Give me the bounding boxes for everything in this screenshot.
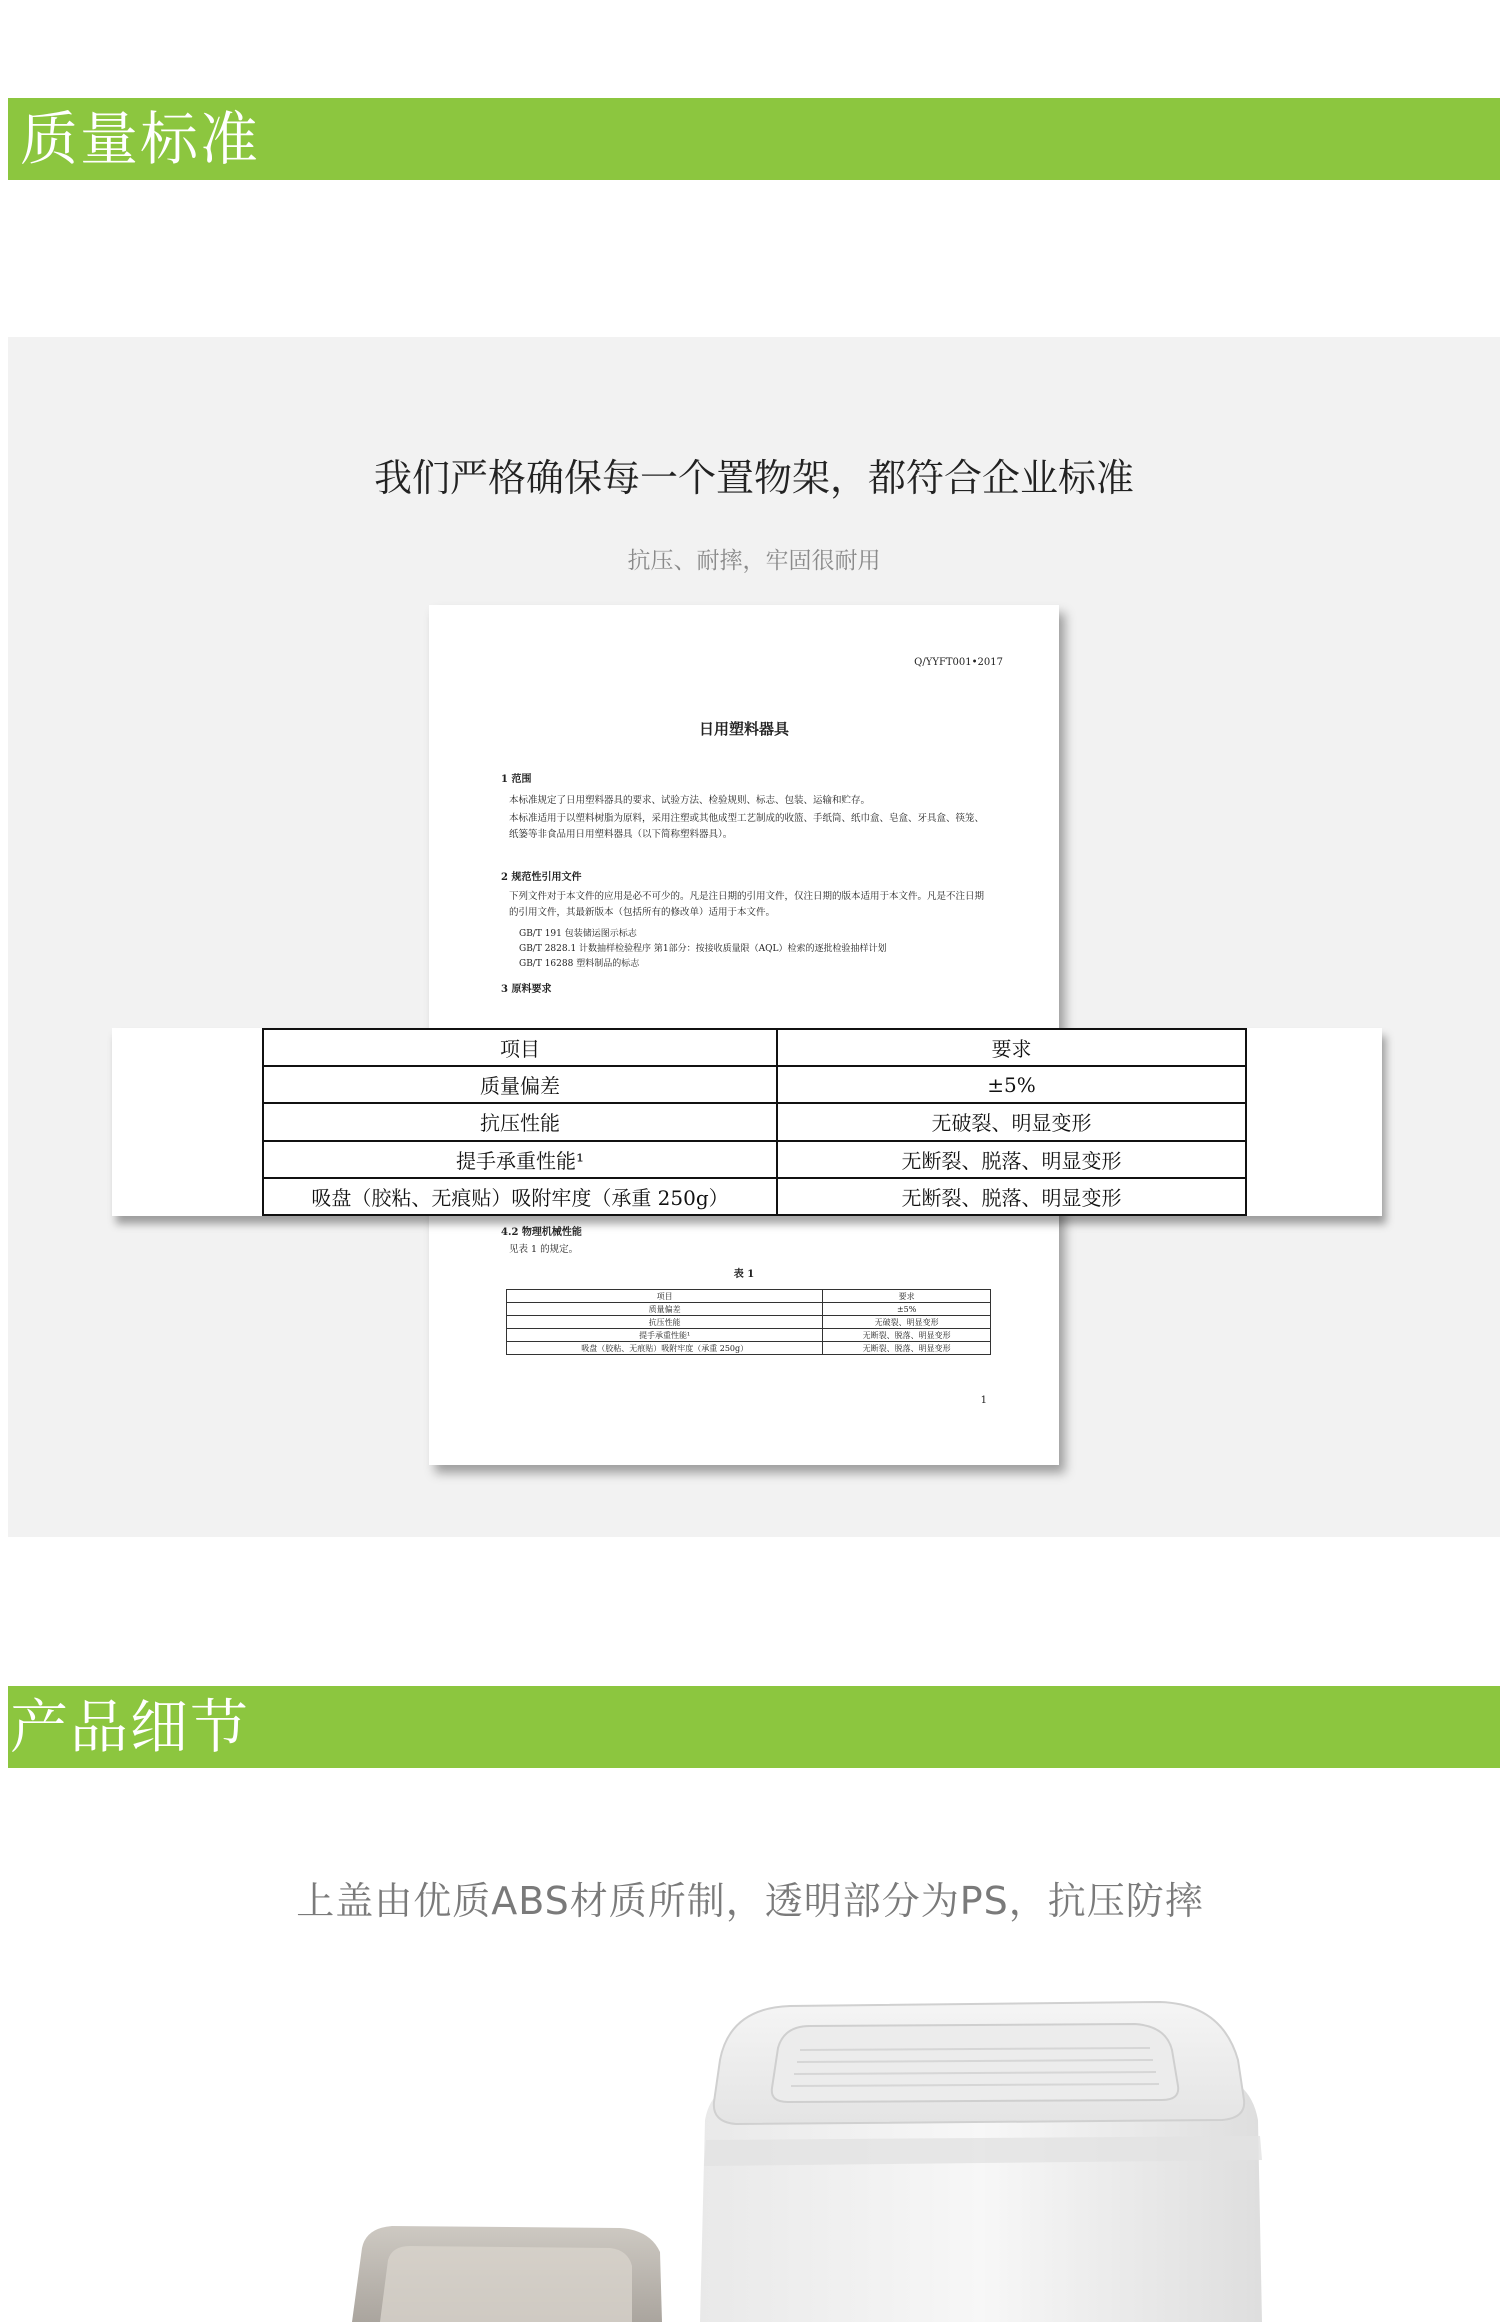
table-cell: 无断裂、脱落、明显变形 — [777, 1141, 1246, 1178]
section-paragraph: 下列文件对于本文件的应用是必不可少的。凡是注日期的引用文件，仅注日期的版本适用于本文件。凡是不注日期的引用文件，其最新版本（包括所有的修改单）适用于本文件。 — [509, 891, 985, 918]
document-code: Q/YYFT001•2017 — [914, 657, 1003, 668]
table-cell: 质量偏差 — [507, 1303, 823, 1316]
table-row — [263, 1066, 1246, 1103]
quality-subheadline: 抗压、耐摔，牢固很耐用 — [627, 548, 881, 574]
table-cell: 无断裂、脱落、明显变形 — [777, 1178, 1246, 1215]
section-paragraph: 本标准适用于以塑料树脂为原料，采用注塑或其他成型工艺制成的收篮、手纸筒、纸巾盒、皂盒、牙具盒、筷笼、纸篓等非食品用日用塑料器具（以下简称塑料器具）。 — [509, 813, 985, 840]
table-row — [507, 1316, 991, 1329]
table-cell: 无断裂、脱落、明显变形 — [823, 1342, 991, 1355]
section-heading: 2 规范性引用文件 — [501, 872, 582, 883]
quality-section — [8, 337, 1500, 1537]
table-row — [507, 1342, 991, 1355]
quality-banner-title: 质量标准 — [20, 105, 261, 173]
quality-headline: 我们严格确保每一个置物架，都符合企业标准 — [373, 456, 1134, 500]
table-cell: ±5% — [823, 1303, 991, 1316]
detail-banner — [8, 1686, 1500, 1768]
table-cell: 提手承重性能¹ — [507, 1329, 823, 1342]
zoomed-requirements-table — [112, 1028, 1382, 1216]
table-cell: 要求 — [823, 1290, 991, 1303]
table-cell: 质量偏差 — [263, 1066, 777, 1103]
reference-line: GB/T 191 包装储运图示标志 — [519, 929, 637, 939]
bracket-inner — [380, 2246, 632, 2322]
table-row — [507, 1303, 991, 1316]
lid-panel — [772, 2024, 1178, 2102]
document-mini-table — [506, 1289, 991, 1355]
column-header: 要求 — [777, 1029, 1246, 1066]
table-cell: 项目 — [507, 1290, 823, 1303]
column-header: 项目 — [263, 1029, 777, 1066]
reference-line: GB/T 16288 塑料制品的标志 — [519, 959, 640, 969]
table-header-row — [263, 1029, 1246, 1066]
table-cell: 无破裂、明显变形 — [777, 1103, 1246, 1140]
product-photo — [0, 1990, 1500, 2322]
table-row — [507, 1329, 991, 1342]
table-row — [507, 1290, 991, 1303]
section-paragraph: 本标准规定了日用塑料器具的要求、试验方法、检验规则、标志、包装、运输和贮存。 — [509, 795, 871, 806]
reference-line: GB/T 2828.1 计数抽样检验程序 第1部分：按接收质量限（AQL）检索的逐批检验抽样计划 — [519, 944, 887, 954]
requirements-table — [262, 1028, 1247, 1216]
detail-banner-title: 产品细节 — [10, 1693, 251, 1761]
table-cell: 抗压性能 — [507, 1316, 823, 1329]
section-heading: 3 原料要求 — [501, 984, 552, 995]
quality-banner — [8, 98, 1500, 180]
section-heading: 4.2 物理机械性能 — [501, 1227, 582, 1238]
table-row — [263, 1178, 1246, 1215]
table-cell: 吸盘（胶粘、无痕贴）吸附牢度（承重 250g） — [507, 1342, 823, 1355]
section-heading: 1 范围 — [501, 774, 532, 785]
page-number: 1 — [980, 1395, 987, 1406]
table-cell: 抗压性能 — [263, 1103, 777, 1140]
detail-caption: 上盖由优质ABS材质所制，透明部分为PS，抗压防摔 — [296, 1879, 1204, 1923]
table-cell: ±5% — [777, 1066, 1246, 1103]
table-cell: 无断裂、脱落、明显变形 — [823, 1329, 991, 1342]
table-row — [263, 1141, 1246, 1178]
table-caption: 表 1 — [733, 1269, 755, 1280]
table-row — [263, 1103, 1246, 1140]
table-cell: 吸盘（胶粘、无痕贴）吸附牢度（承重 250g） — [263, 1178, 777, 1215]
document-title: 日用塑料器具 — [698, 720, 789, 738]
table-cell: 提手承重性能¹ — [263, 1141, 777, 1178]
section-paragraph: 见表 1 的规定。 — [509, 1244, 579, 1255]
table-cell: 无破裂、明显变形 — [823, 1316, 991, 1329]
